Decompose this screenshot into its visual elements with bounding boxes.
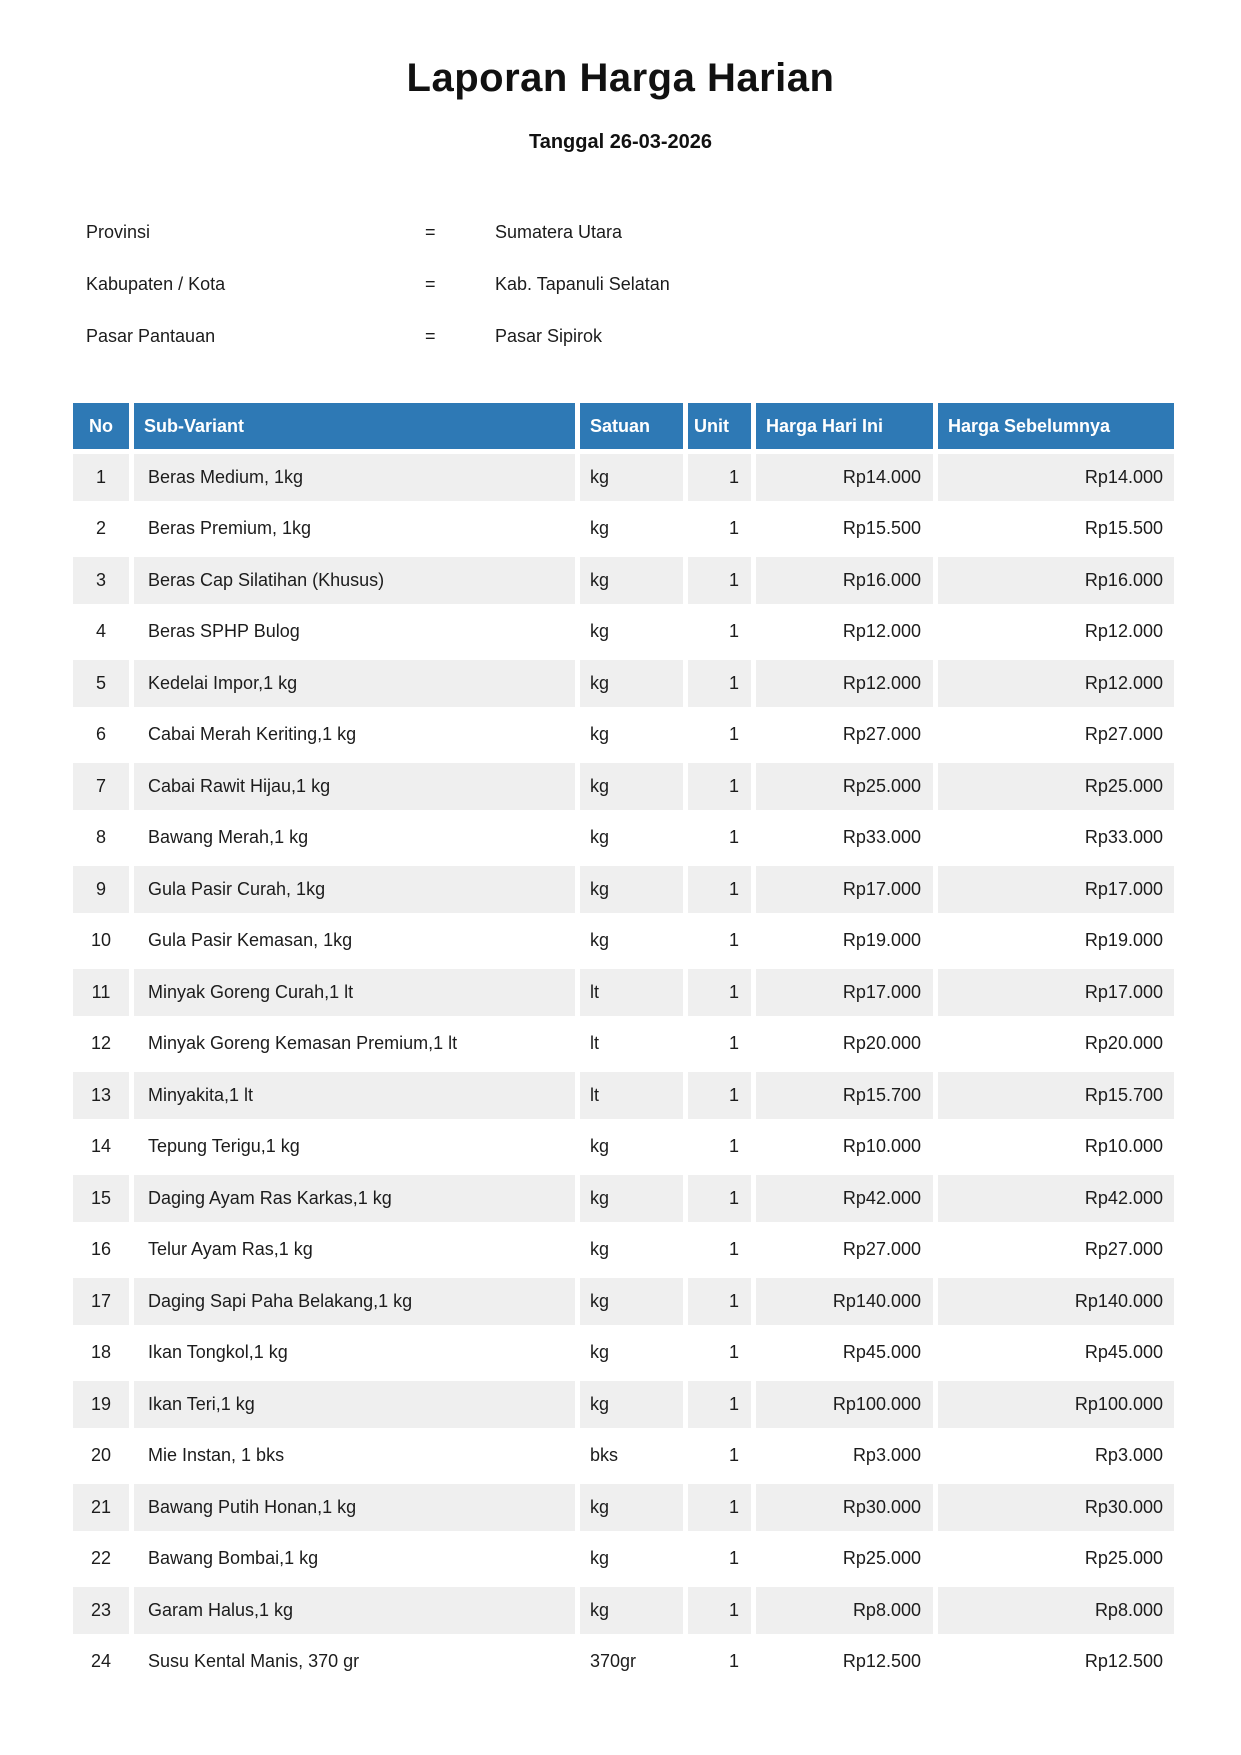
- cell-satuan: kg: [580, 1587, 683, 1634]
- cell-satuan: kg: [580, 1175, 683, 1222]
- cell-unit: 1: [688, 454, 751, 501]
- cell-no: 3: [73, 557, 129, 604]
- cell-no: 5: [73, 660, 129, 707]
- cell-price-previous: Rp27.000: [938, 712, 1174, 759]
- cell-price-previous: Rp27.000: [938, 1227, 1174, 1274]
- cell-satuan: kg: [580, 712, 683, 759]
- cell-price-today: Rp15.700: [756, 1072, 933, 1119]
- cell-price-today: Rp15.500: [756, 506, 933, 553]
- cell-price-previous: Rp30.000: [938, 1484, 1174, 1531]
- cell-price-previous: Rp10.000: [938, 1124, 1174, 1171]
- report-meta: [86, 206, 886, 362]
- meta-equals-sign: =: [425, 221, 436, 242]
- page-title: Laporan Harga Harian: [406, 56, 835, 100]
- cell-satuan: kg: [580, 815, 683, 862]
- cell-satuan: kg: [580, 1227, 683, 1274]
- column-header-no: No: [73, 403, 129, 449]
- cell-price-previous: Rp16.000: [938, 557, 1174, 604]
- column-header-harga-hari-ini: Harga Hari Ini: [756, 403, 933, 449]
- cell-no: 7: [73, 763, 129, 810]
- cell-subvariant: Bawang Bombai,1 kg: [134, 1536, 575, 1583]
- cell-price-today: Rp42.000: [756, 1175, 933, 1222]
- cell-unit: 1: [688, 815, 751, 862]
- cell-price-today: Rp100.000: [756, 1381, 933, 1428]
- cell-price-previous: Rp12.500: [938, 1639, 1174, 1686]
- cell-price-today: Rp45.000: [756, 1330, 933, 1377]
- cell-subvariant: Ikan Teri,1 kg: [134, 1381, 575, 1428]
- cell-no: 19: [73, 1381, 129, 1428]
- cell-unit: 1: [688, 1124, 751, 1171]
- cell-subvariant: Cabai Rawit Hijau,1 kg: [134, 763, 575, 810]
- cell-subvariant: Bawang Merah,1 kg: [134, 815, 575, 862]
- cell-satuan: kg: [580, 454, 683, 501]
- cell-unit: 1: [688, 918, 751, 965]
- cell-price-today: Rp16.000: [756, 557, 933, 604]
- table-row: [73, 969, 1174, 1016]
- cell-price-today: Rp12.000: [756, 609, 933, 656]
- cell-price-today: Rp17.000: [756, 866, 933, 913]
- cell-price-previous: Rp20.000: [938, 1021, 1174, 1068]
- cell-price-today: Rp12.000: [756, 660, 933, 707]
- meta-row-kabupaten: [86, 258, 886, 310]
- cell-satuan: kg: [580, 918, 683, 965]
- table-row: [73, 1072, 1174, 1119]
- cell-unit: 1: [688, 969, 751, 1016]
- cell-no: 18: [73, 1330, 129, 1377]
- column-header-harga-sebelumnya: Harga Sebelumnya: [938, 403, 1174, 449]
- cell-price-today: Rp17.000: [756, 969, 933, 1016]
- cell-satuan: kg: [580, 763, 683, 810]
- cell-no: 20: [73, 1433, 129, 1480]
- cell-price-previous: Rp12.000: [938, 660, 1174, 707]
- cell-price-previous: Rp14.000: [938, 454, 1174, 501]
- cell-no: 15: [73, 1175, 129, 1222]
- cell-unit: 1: [688, 660, 751, 707]
- cell-no: 13: [73, 1072, 129, 1119]
- cell-no: 22: [73, 1536, 129, 1583]
- cell-no: 12: [73, 1021, 129, 1068]
- cell-no: 14: [73, 1124, 129, 1171]
- cell-satuan: 370gr: [580, 1639, 683, 1686]
- cell-unit: 1: [688, 506, 751, 553]
- meta-equals-sign: =: [425, 325, 436, 346]
- meta-value: Sumatera Utara: [495, 221, 623, 242]
- cell-subvariant: Cabai Merah Keriting,1 kg: [134, 712, 575, 759]
- table-row: [73, 815, 1174, 862]
- cell-price-previous: Rp100.000: [938, 1381, 1174, 1428]
- cell-no: 23: [73, 1587, 129, 1634]
- table-row: [73, 1330, 1174, 1377]
- cell-no: 4: [73, 609, 129, 656]
- meta-equals-sign: =: [425, 273, 436, 294]
- meta-value: Kab. Tapanuli Selatan: [495, 273, 670, 294]
- cell-unit: 1: [688, 1072, 751, 1119]
- cell-unit: 1: [688, 1278, 751, 1325]
- cell-unit: 1: [688, 1433, 751, 1480]
- cell-subvariant: Gula Pasir Curah, 1kg: [134, 866, 575, 913]
- cell-subvariant: Bawang Putih Honan,1 kg: [134, 1484, 575, 1531]
- cell-no: 1: [73, 454, 129, 501]
- table-row: [73, 763, 1174, 810]
- cell-satuan: kg: [580, 1124, 683, 1171]
- cell-no: 11: [73, 969, 129, 1016]
- table-row: [73, 1536, 1174, 1583]
- cell-subvariant: Kedelai Impor,1 kg: [134, 660, 575, 707]
- cell-subvariant: Mie Instan, 1 bks: [134, 1433, 575, 1480]
- cell-subvariant: Daging Sapi Paha Belakang,1 kg: [134, 1278, 575, 1325]
- cell-unit: 1: [688, 1021, 751, 1068]
- cell-satuan: kg: [580, 660, 683, 707]
- cell-price-previous: Rp25.000: [938, 1536, 1174, 1583]
- cell-price-previous: Rp45.000: [938, 1330, 1174, 1377]
- cell-unit: 1: [688, 1175, 751, 1222]
- cell-price-today: Rp140.000: [756, 1278, 933, 1325]
- column-header-sub-variant: Sub-Variant: [134, 403, 575, 449]
- cell-price-previous: Rp33.000: [938, 815, 1174, 862]
- cell-satuan: kg: [580, 557, 683, 604]
- meta-label: Provinsi: [86, 221, 151, 242]
- cell-price-previous: Rp15.500: [938, 506, 1174, 553]
- report-date: Tanggal 26-03-2026: [528, 131, 713, 153]
- cell-price-previous: Rp17.000: [938, 866, 1174, 913]
- cell-price-today: Rp14.000: [756, 454, 933, 501]
- cell-satuan: bks: [580, 1433, 683, 1480]
- meta-label: Kabupaten / Kota: [86, 273, 226, 294]
- cell-satuan: kg: [580, 1536, 683, 1583]
- cell-subvariant: Ikan Tongkol,1 kg: [134, 1330, 575, 1377]
- table-row: [73, 1639, 1174, 1686]
- cell-satuan: lt: [580, 1072, 683, 1119]
- cell-price-today: Rp12.500: [756, 1639, 933, 1686]
- table-row: [73, 506, 1174, 553]
- cell-price-previous: Rp8.000: [938, 1587, 1174, 1634]
- cell-unit: 1: [688, 712, 751, 759]
- cell-price-previous: Rp15.700: [938, 1072, 1174, 1119]
- price-table: [68, 398, 1179, 1690]
- meta-label: Pasar Pantauan: [86, 325, 216, 346]
- table-row: [73, 1227, 1174, 1274]
- table-row: [73, 557, 1174, 604]
- cell-satuan: kg: [580, 866, 683, 913]
- cell-unit: 1: [688, 1484, 751, 1531]
- cell-subvariant: Beras Premium, 1kg: [134, 506, 575, 553]
- cell-price-today: Rp33.000: [756, 815, 933, 862]
- table-row: [73, 866, 1174, 913]
- cell-price-previous: Rp17.000: [938, 969, 1174, 1016]
- meta-value: Pasar Sipirok: [495, 325, 603, 346]
- cell-subvariant: Minyak Goreng Kemasan Premium,1 lt: [134, 1021, 575, 1068]
- cell-subvariant: Telur Ayam Ras,1 kg: [134, 1227, 575, 1274]
- cell-no: 9: [73, 866, 129, 913]
- cell-no: 2: [73, 506, 129, 553]
- cell-price-today: Rp10.000: [756, 1124, 933, 1171]
- table-row: [73, 712, 1174, 759]
- cell-satuan: lt: [580, 1021, 683, 1068]
- cell-satuan: kg: [580, 1381, 683, 1428]
- table-row: [73, 660, 1174, 707]
- cell-satuan: kg: [580, 1330, 683, 1377]
- cell-subvariant: Gula Pasir Kemasan, 1kg: [134, 918, 575, 965]
- table-row: [73, 1381, 1174, 1428]
- table-row: [73, 918, 1174, 965]
- cell-subvariant: Daging Ayam Ras Karkas,1 kg: [134, 1175, 575, 1222]
- table-header-row: [73, 403, 1174, 449]
- cell-satuan: kg: [580, 1278, 683, 1325]
- cell-subvariant: Minyakita,1 lt: [134, 1072, 575, 1119]
- cell-unit: 1: [688, 1381, 751, 1428]
- cell-subvariant: Tepung Terigu,1 kg: [134, 1124, 575, 1171]
- cell-subvariant: Minyak Goreng Curah,1 lt: [134, 969, 575, 1016]
- cell-subvariant: Susu Kental Manis, 370 gr: [134, 1639, 575, 1686]
- cell-price-today: Rp20.000: [756, 1021, 933, 1068]
- cell-satuan: kg: [580, 609, 683, 656]
- cell-price-today: Rp3.000: [756, 1433, 933, 1480]
- table-row: [73, 609, 1174, 656]
- cell-price-today: Rp8.000: [756, 1587, 933, 1634]
- cell-price-today: Rp27.000: [756, 712, 933, 759]
- cell-price-today: Rp30.000: [756, 1484, 933, 1531]
- cell-satuan: kg: [580, 506, 683, 553]
- cell-subvariant: Beras SPHP Bulog: [134, 609, 575, 656]
- table-row: [73, 1124, 1174, 1171]
- table-row: [73, 1587, 1174, 1634]
- cell-unit: 1: [688, 1639, 751, 1686]
- cell-subvariant: Beras Cap Silatihan (Khusus): [134, 557, 575, 604]
- meta-row-provinsi: [86, 206, 886, 258]
- meta-row-pasar: [86, 310, 886, 362]
- cell-unit: 1: [688, 866, 751, 913]
- cell-price-previous: Rp140.000: [938, 1278, 1174, 1325]
- column-header-unit: Unit: [688, 403, 751, 449]
- cell-subvariant: Garam Halus,1 kg: [134, 1587, 575, 1634]
- table-row: [73, 1278, 1174, 1325]
- cell-satuan: kg: [580, 1484, 683, 1531]
- table-row: [73, 1021, 1174, 1068]
- cell-price-today: Rp27.000: [756, 1227, 933, 1274]
- cell-price-previous: Rp12.000: [938, 609, 1174, 656]
- cell-price-today: Rp19.000: [756, 918, 933, 965]
- column-header-satuan: Satuan: [580, 403, 683, 449]
- cell-price-previous: Rp42.000: [938, 1175, 1174, 1222]
- cell-unit: 1: [688, 557, 751, 604]
- cell-price-previous: Rp3.000: [938, 1433, 1174, 1480]
- cell-no: 21: [73, 1484, 129, 1531]
- table-row: [73, 454, 1174, 501]
- cell-unit: 1: [688, 1227, 751, 1274]
- cell-unit: 1: [688, 609, 751, 656]
- cell-no: 10: [73, 918, 129, 965]
- table-row: [73, 1484, 1174, 1531]
- cell-no: 6: [73, 712, 129, 759]
- cell-price-previous: Rp25.000: [938, 763, 1174, 810]
- cell-unit: 1: [688, 1587, 751, 1634]
- cell-satuan: lt: [580, 969, 683, 1016]
- table-row: [73, 1175, 1174, 1222]
- cell-subvariant: Beras Medium, 1kg: [134, 454, 575, 501]
- cell-unit: 1: [688, 1330, 751, 1377]
- cell-no: 17: [73, 1278, 129, 1325]
- table-body: [73, 454, 1174, 1685]
- cell-unit: 1: [688, 763, 751, 810]
- cell-unit: 1: [688, 1536, 751, 1583]
- cell-no: 16: [73, 1227, 129, 1274]
- cell-no: 24: [73, 1639, 129, 1686]
- cell-price-today: Rp25.000: [756, 763, 933, 810]
- cell-price-today: Rp25.000: [756, 1536, 933, 1583]
- cell-price-previous: Rp19.000: [938, 918, 1174, 965]
- cell-no: 8: [73, 815, 129, 862]
- table-row: [73, 1433, 1174, 1480]
